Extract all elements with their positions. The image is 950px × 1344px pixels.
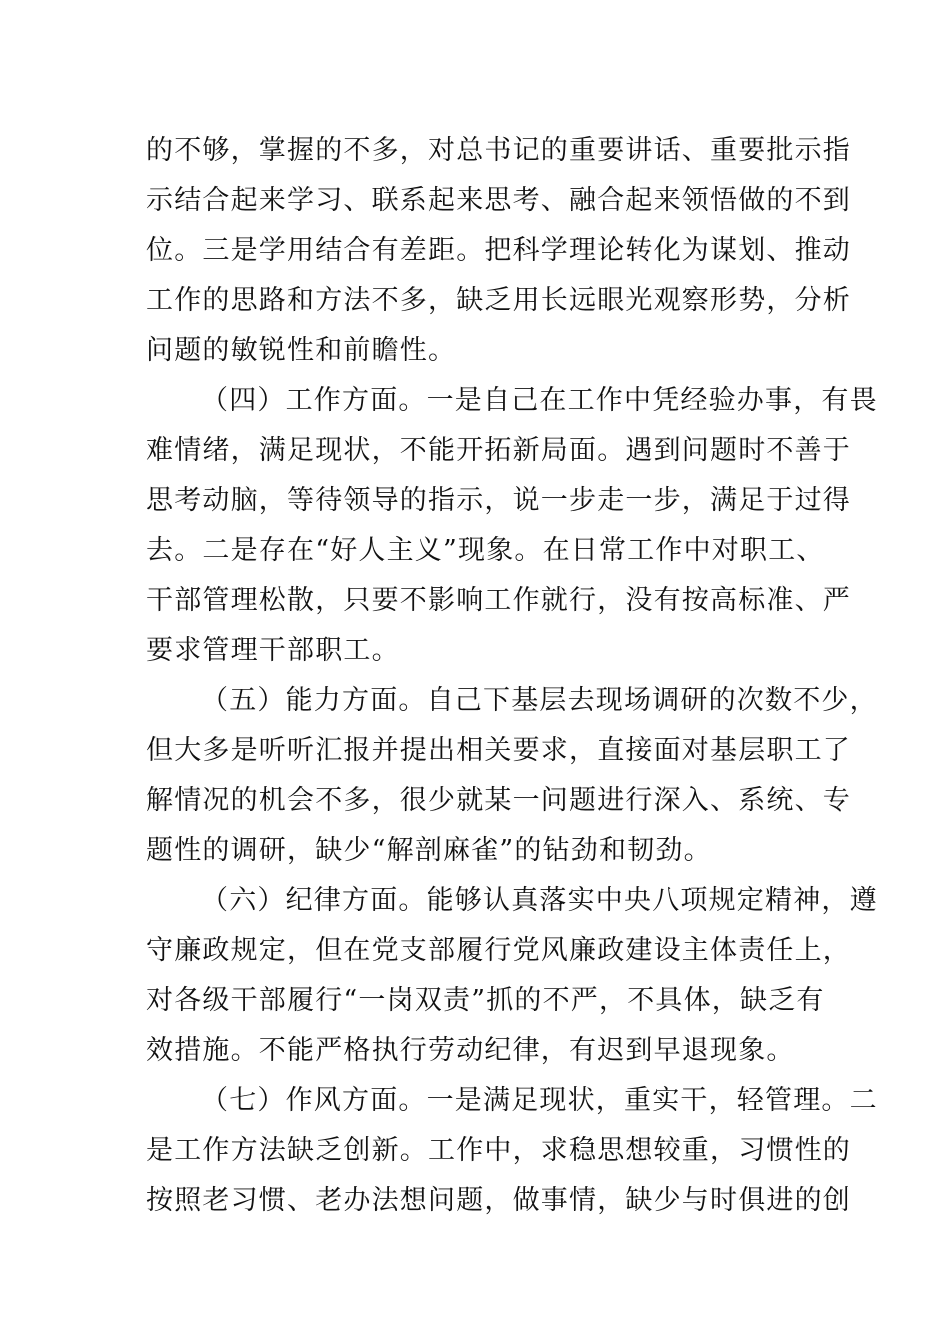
text-line: 难情绪，满足现状，不能开拓新局面。遇到问题时不善于	[146, 435, 851, 466]
text-line: 问题的敏锐性和前瞻性。	[146, 335, 457, 366]
text-line: 工作的思路和方法不多，缺乏用长远眼光观察形势，分析	[146, 285, 851, 316]
text-line: 的不够，掌握的不多，对总书记的重要讲话、重要批示指	[146, 135, 851, 166]
text-line: 位。三是学用结合有差距。把科学理论转化为谋划、推动	[146, 235, 851, 266]
text-line: 效措施。不能严格执行劳动纪律，有迟到早退现象。	[146, 1035, 795, 1066]
text-line: 按照老习惯、老办法想问题，做事情，缺少与时俱进的创	[146, 1185, 851, 1216]
text-line: 要求管理干部职工。	[146, 635, 400, 666]
section-heading-line: （四）工作方面。一是自己在工作中凭经验办事，有畏	[201, 385, 878, 416]
document-body	[146, 126, 878, 1226]
section-heading-line: （六）纪律方面。能够认真落实中央八项规定精神，遵	[201, 885, 878, 916]
text-line: 解情况的机会不多，很少就某一问题进行深入、系统、专	[146, 785, 851, 816]
text-line: 去。二是存在“好人主义”现象。在日常工作中对职工、	[146, 535, 825, 566]
text-line: 对各级干部履行“一岗双责”抓的不严，不具体，缺乏有	[146, 985, 825, 1016]
text-line: 但大多是听听汇报并提出相关要求，直接面对基层职工了	[146, 735, 851, 766]
section-heading-line: （五）能力方面。自己下基层去现场调研的次数不少，	[201, 685, 878, 716]
text-line: 干部管理松散，只要不影响工作就行，没有按高标准、严	[146, 585, 851, 616]
text-line: 题性的调研，缺少“解剖麻雀”的钻劲和韧劲。	[146, 835, 712, 866]
text-line: 是工作方法缺乏创新。工作中，求稳思想较重，习惯性的	[146, 1135, 851, 1166]
text-line: 示结合起来学习、联系起来思考、融合起来领悟做的不到	[146, 185, 851, 216]
text-line: 守廉政规定，但在党支部履行党风廉政建设主体责任上，	[146, 935, 851, 966]
section-heading-line: （七）作风方面。一是满足现状，重实干，轻管理。二	[201, 1085, 878, 1116]
text-line: 思考动脑，等待领导的指示，说一步走一步，满足于过得	[146, 485, 851, 516]
